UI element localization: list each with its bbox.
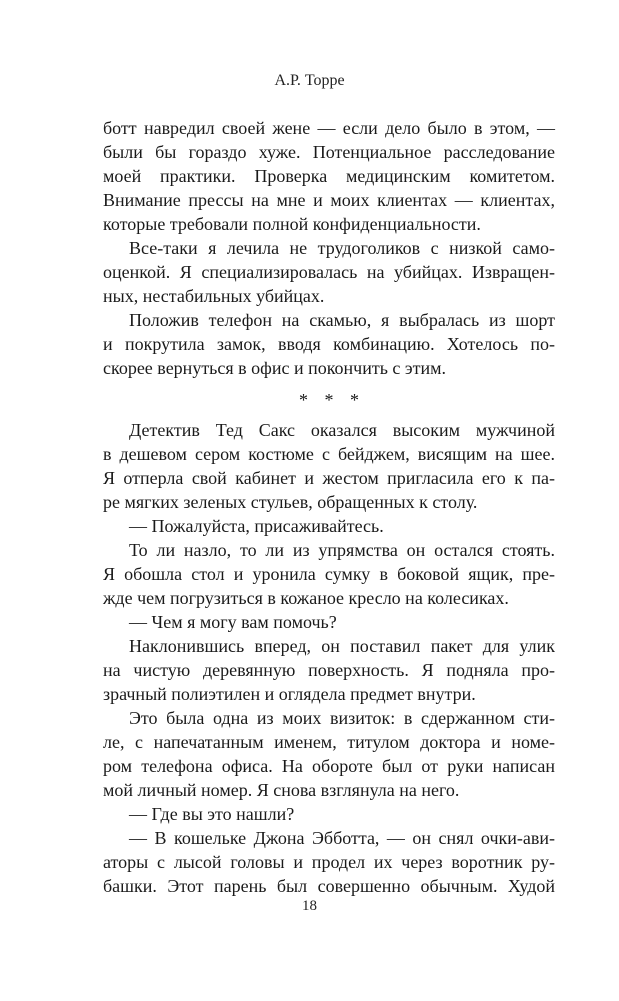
text-line: в дешевом сером костюме с бейджем, висящим на шее. <box>103 444 555 464</box>
text-line: зрачный полиэтилен и оглядела предмет внутри. <box>103 684 476 704</box>
text-line: Я отперла свой кабинет и жестом пригласила его к па- <box>103 468 555 488</box>
text-line: аторы с лысой головы и продел их через воротник ру- <box>103 852 555 872</box>
text-line: То ли назло, то ли из упрямства он остался стоять. <box>129 540 555 560</box>
text-line: Наклонившись вперед, он поставил пакет для улик <box>129 636 555 656</box>
text-line: Положив телефон на скамью, я выбралась из шорт <box>129 310 555 330</box>
text-line: Детектив Тед Сакс оказался высоким мужчиной <box>129 420 555 440</box>
running-header: А.Р. Торре <box>274 72 345 89</box>
text-block <box>103 116 555 898</box>
text-line: — Где вы это нашли? <box>129 804 295 824</box>
text-line: и покрутила замок, вводя комбинацию. Хотелось по- <box>103 334 555 354</box>
text-line: жде чем погрузиться в кожаное кресло на колесиках. <box>103 588 509 608</box>
text-line: — В кошельке Джона Эбботта, — он снял очки-ави- <box>129 828 555 848</box>
text-line: ных, нестабильных убийцах. <box>103 286 325 306</box>
text-line: Внимание прессы на мне и моих клиентах — клиентах, <box>103 190 555 210</box>
text-line: были бы гораздо хуже. Потенциальное расследование <box>103 142 555 162</box>
text-line: ле, с напечатанным именем, титулом доктора и номе- <box>103 732 555 752</box>
text-line: ре мягких зеленых стульев, обращенных к столу. <box>103 492 478 512</box>
text-line: на чистую деревянную поверхность. Я подняла про- <box>103 660 555 680</box>
text-line: Все-таки я лечила не трудоголиков с низкой само- <box>129 238 555 258</box>
text-line: моей практики. Проверка медицинским комитетом. <box>103 166 555 186</box>
text-line: ром телефона офиса. На обороте был от руки написан <box>103 756 555 776</box>
text-line: Это была одна из моих визиток: в сдержанном сти- <box>129 708 555 728</box>
text-line: оценкой. Я специализировалась на убийцах. Извращен- <box>103 262 555 282</box>
text-line: скорее вернуться в офис и покончить с этим. <box>103 358 447 378</box>
text-line: Я обошла стол и уронила сумку в боковой ящик, пре- <box>103 564 555 584</box>
page-number: 18 <box>302 898 317 914</box>
text-line: которые требовали полной конфиденциальности. <box>103 214 481 234</box>
text-line: мой личный номер. Я снова взглянула на него. <box>103 780 460 800</box>
text-line: башки. Этот парень был совершенно обычным. Худой <box>103 876 555 896</box>
section-separator: * * * <box>299 390 359 410</box>
text-line: — Пожалуйста, присаживайтесь. <box>129 516 384 536</box>
text-line: — Чем я могу вам помочь? <box>129 612 337 632</box>
text-line: ботт навредил своей жене — если дело было в этом, — <box>103 118 555 138</box>
